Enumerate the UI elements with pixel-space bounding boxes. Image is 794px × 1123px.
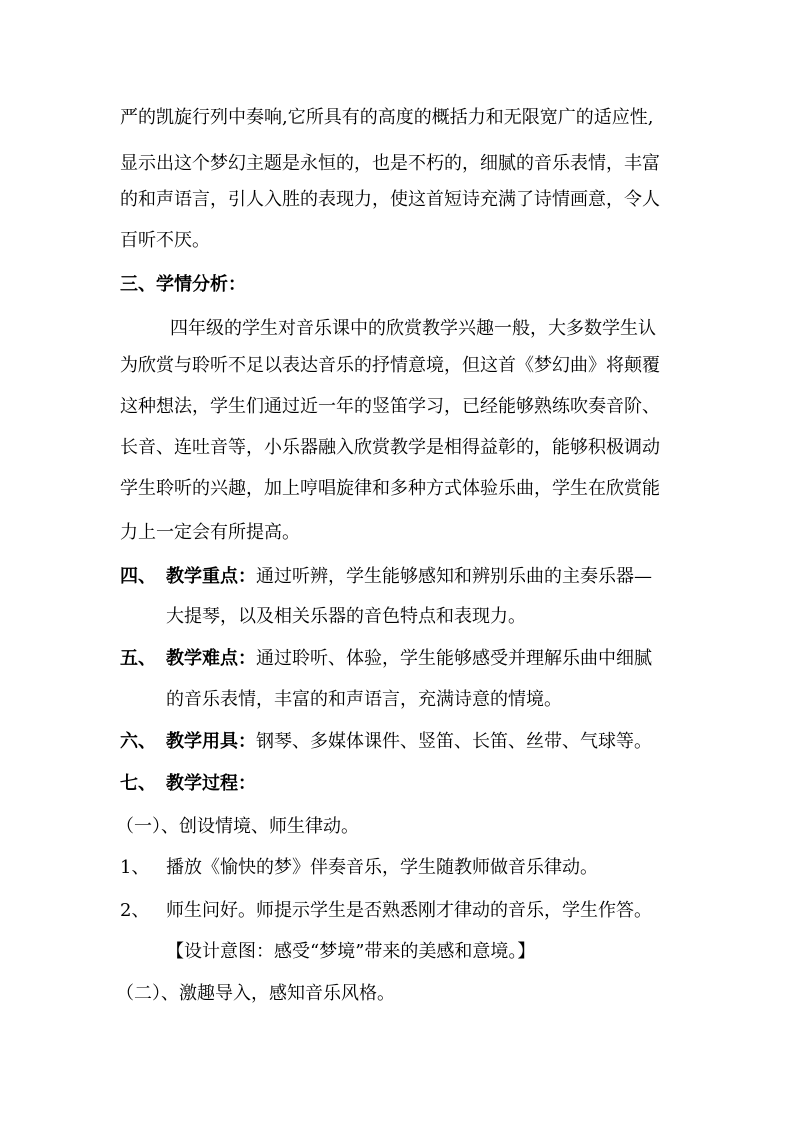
part1-item-2 bbox=[120, 899, 700, 923]
section5-number: 五、 bbox=[120, 648, 156, 669]
section3-line-5: 学生聆听的兴趣，加上哼唱旋律和多种方式体验乐曲，学生在欣赏能 bbox=[120, 478, 660, 499]
part1-item-2-number: 2、 bbox=[120, 900, 150, 921]
part1-heading: （一）、创设情境、师生律动。 bbox=[116, 816, 359, 837]
section7-title: 教学过程： bbox=[166, 773, 256, 794]
section3-line-4: 长音、连吐音等，小乐器融入欣赏教学是相得益彰的，能够积极调动 bbox=[120, 437, 660, 458]
section3-line-3: 这种想法，学生们通过近一年的竖笛学习，已经能够熟练吹奏音阶、 bbox=[120, 396, 660, 417]
part1-item-1 bbox=[120, 856, 700, 880]
section6-title: 教学用具： bbox=[166, 731, 256, 752]
section3-line-6: 力上一定会有所提高。 bbox=[120, 522, 300, 543]
section7-line bbox=[120, 772, 700, 796]
part2-heading: （二）、激趣导入，感知音乐风格。 bbox=[116, 983, 395, 1004]
section3-line-2: 为欣赏与聆听不足以表达音乐的抒情意境，但这首《梦幻曲》将颠覆 bbox=[120, 355, 660, 376]
design-intent: 【设计意图：感受“梦境”带来的美感和意境。】 bbox=[166, 941, 536, 962]
section4-line-2: 大提琴，以及相关乐器的音色特点和表现力。 bbox=[166, 606, 526, 627]
section6-line bbox=[120, 730, 700, 754]
section5-text: 通过聆听、体验，学生能够感受并理解乐曲中细腻 bbox=[256, 648, 652, 669]
section6-number: 六、 bbox=[120, 731, 156, 752]
section4-number: 四、 bbox=[120, 566, 156, 587]
section4-title: 教学重点： bbox=[166, 566, 256, 587]
paragraph-line-3: 的和声语言，引人入胜的表现力，使这首短诗充满了诗情画意，令人 bbox=[120, 189, 660, 210]
section5-title: 教学难点： bbox=[166, 648, 256, 669]
part1-item-1-text: 播放《愉快的梦》伴奏音乐，学生随教师做音乐律动。 bbox=[166, 857, 598, 878]
paragraph-line-1: 严的凯旋行列中奏响,它所具有的高度的概括力和无限宽广的适应性, bbox=[120, 107, 654, 128]
section5-line-1 bbox=[120, 647, 700, 671]
section5-line-2: 的音乐表情，丰富的和声语言，充满诗意的情境。 bbox=[166, 689, 562, 710]
section7-number: 七、 bbox=[120, 773, 156, 794]
paragraph-line-4: 百听不厌。 bbox=[120, 230, 210, 251]
part1-item-1-number: 1、 bbox=[120, 857, 150, 878]
section4-text: 通过听辨，学生能够感知和辨别乐曲的主奏乐器— bbox=[256, 566, 652, 587]
section4-line-1 bbox=[120, 565, 700, 589]
section-heading-learning-analysis: 三、学情分析： bbox=[120, 274, 246, 295]
section3-line-1: 四年级的学生对音乐课中的欣赏教学兴趣一般，大多数学生认 bbox=[170, 318, 656, 339]
part1-item-2-text: 师生问好。师提示学生是否熟悉刚才律动的音乐，学生作答。 bbox=[166, 900, 652, 921]
paragraph-line-2: 显示出这个梦幻主题是永恒的，也是不朽的，细腻的音乐表情，丰富 bbox=[120, 153, 660, 174]
section6-text: 钢琴、多媒体课件、竖笛、长笛、丝带、气球等。 bbox=[256, 731, 652, 752]
